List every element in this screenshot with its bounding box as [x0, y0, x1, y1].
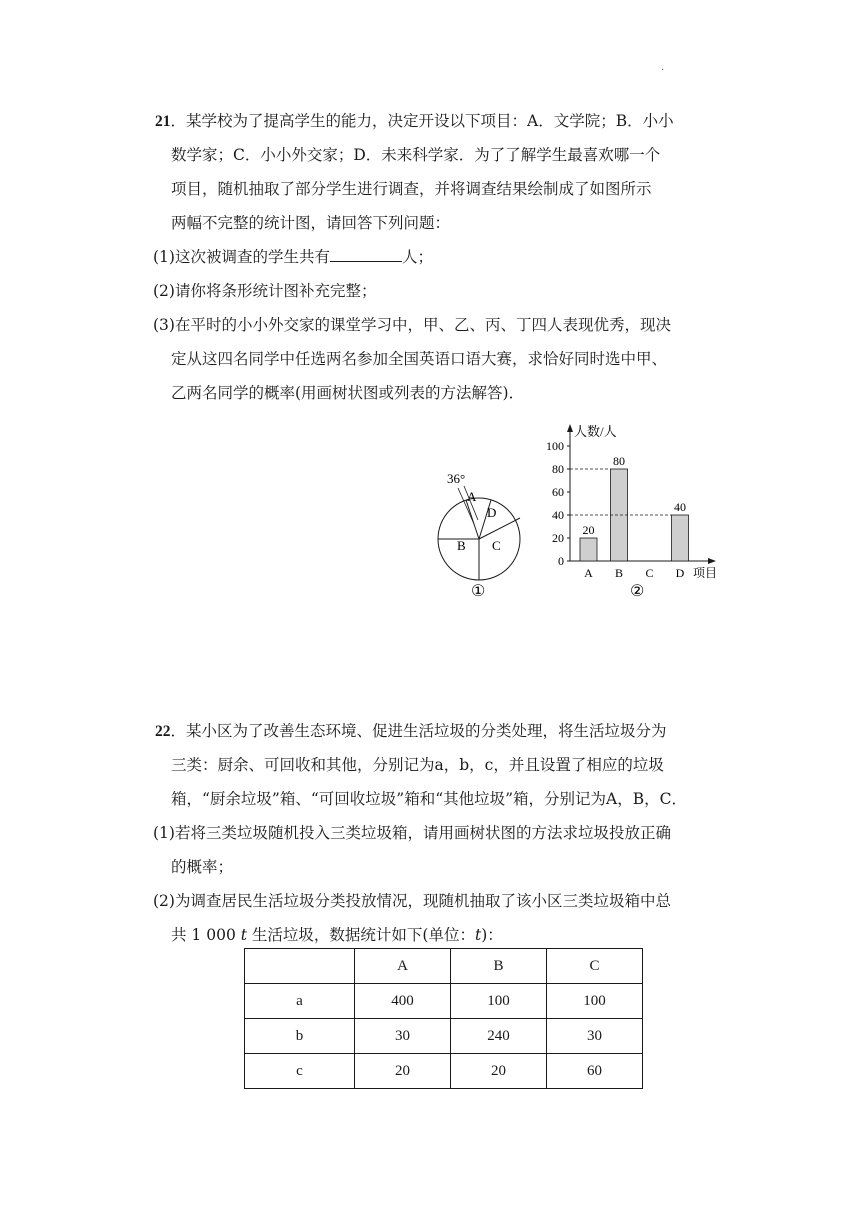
q21-part-1: [153, 247, 433, 267]
q21-part-3-line-2: 定从这四名同学中任选两名参加全国英语口语大赛，求恰好同时选中甲、: [171, 350, 668, 368]
statistics-figure: [430, 420, 740, 605]
y-tick-label: 40: [552, 508, 564, 522]
table-row: [245, 1019, 643, 1054]
table-header-cell: A: [355, 949, 451, 984]
data-label-b: 80: [613, 454, 625, 468]
table-cell: 20: [451, 1054, 547, 1089]
q21-part-3-line-1: (3)在平时的小小外交家的课堂学习中，甲、乙、丙、丁四人表现优秀，现决: [153, 316, 671, 334]
pie-label-b: B: [457, 538, 466, 553]
x-tick-label: B: [614, 566, 624, 580]
q22-part-1-line-1: (1)若将三类垃圾随机投入三类垃圾箱，请用画树状图的方法求垃圾投放正确: [153, 824, 671, 842]
table-cell: 30: [355, 1019, 451, 1054]
x-tick-label: D: [675, 566, 685, 580]
page-mark: .: [661, 62, 665, 73]
table-header-cell: C: [547, 949, 643, 984]
unit-t-2: t: [474, 926, 482, 944]
q21-part-3-line-3: 乙两名同学的概率(用画树状图或列表的方法解答)．: [171, 384, 525, 402]
table-header-cell: [245, 949, 355, 984]
q21-stem-3: 项目，随机抽取了部分学生进行调查，并将调查结果绘制成了如图所示: [171, 180, 652, 198]
q21-stem-1: ．某学校为了提高学生的能力，决定开设以下项目：A．文学院；B．小小: [170, 112, 674, 130]
q21-part-1-unit: 人；: [401, 248, 433, 266]
y-tick-label: 0: [558, 554, 564, 568]
bar-caption: ②: [630, 583, 645, 600]
pie-caption: ①: [471, 583, 486, 600]
q21-part-1-text: (1)这次被调查的学生共有: [153, 248, 330, 266]
data-label-a: 20: [582, 523, 595, 537]
table-cell: 20: [355, 1054, 451, 1089]
y-tick-label: 80: [552, 462, 564, 476]
table-cell: a: [245, 984, 355, 1019]
q21-stem-4: 两幅不完整的统计图，请回答下列问题：: [171, 214, 451, 232]
q22-stem-3: 箱，“厨余垃圾”箱、“可回收垃圾”箱和“其他垃圾”箱，分别记为A，B，C．: [171, 790, 687, 808]
q22-line-1: [155, 721, 667, 742]
y-tick-label: 100: [546, 439, 564, 453]
pie-label-d: D: [487, 505, 497, 520]
y-axis-label: 人数/人: [574, 424, 617, 439]
bar-a: [580, 538, 597, 561]
table-row: [245, 1054, 643, 1089]
bar-chart: [546, 424, 717, 600]
answer-blank: [330, 247, 402, 262]
x-axis-label: 项目: [693, 566, 718, 580]
table-row: [245, 984, 643, 1019]
q22-text: 生活垃圾，数据统计如下(单位：: [246, 926, 475, 944]
q22-text-end: )：: [481, 926, 503, 944]
y-tick-label: 20: [552, 531, 564, 545]
q22-part-1-line-2: 的概率；: [171, 858, 234, 876]
table-cell: c: [245, 1054, 355, 1089]
table-cell: 100: [451, 984, 547, 1019]
table-header-row: [245, 949, 643, 984]
q21-line-1: [155, 111, 674, 132]
y-tick-label: 60: [552, 485, 564, 499]
data-label-d: 40: [674, 500, 686, 514]
q22-part-2-line-1: (2)为调查居民生活垃圾分类投放情况，现随机抽取了该小区三类垃圾箱中总: [153, 892, 671, 910]
unit-t: t: [240, 926, 247, 944]
pie-label-c: C: [492, 538, 501, 553]
q22-stem-1: ．某小区为了改善生态环境、促进生活垃圾的分类处理，将生活垃圾分为: [170, 722, 667, 740]
pie-label-a: A: [467, 489, 477, 504]
q22-stem-2: 三类：厨余、可回收和其他，分别记为a，b，c，并且设置了相应的垃圾: [171, 756, 664, 774]
table-cell: 400: [355, 984, 451, 1019]
q22-total: 共 1 000: [171, 926, 241, 944]
table-cell: 240: [451, 1019, 547, 1054]
q21-part-2: (2)请你将条形统计图补充完整；: [153, 282, 377, 300]
garbage-data-table: [244, 948, 643, 1089]
table-header-cell: B: [451, 949, 547, 984]
x-tick-label: C: [645, 566, 654, 580]
x-axis-arrow: [708, 558, 716, 564]
table-cell: 100: [547, 984, 643, 1019]
q22-number: 22: [155, 723, 171, 740]
x-tick-label: A: [584, 566, 593, 580]
table-cell: 30: [547, 1019, 643, 1054]
pie-chart: [438, 471, 520, 600]
table-cell: 60: [547, 1054, 643, 1089]
q21-stem-2: 数学家；C．小小外交家；D．未来科学家．为了了解学生最喜欢哪一个: [171, 146, 661, 164]
table-cell: b: [245, 1019, 355, 1054]
q21-number: 21: [155, 113, 171, 130]
y-axis-arrow: [567, 424, 573, 432]
bar-d: [672, 515, 689, 561]
pie-angle-label: 36°: [447, 471, 466, 486]
bar-b: [611, 469, 628, 561]
q22-part-2-line-2: [171, 925, 503, 945]
